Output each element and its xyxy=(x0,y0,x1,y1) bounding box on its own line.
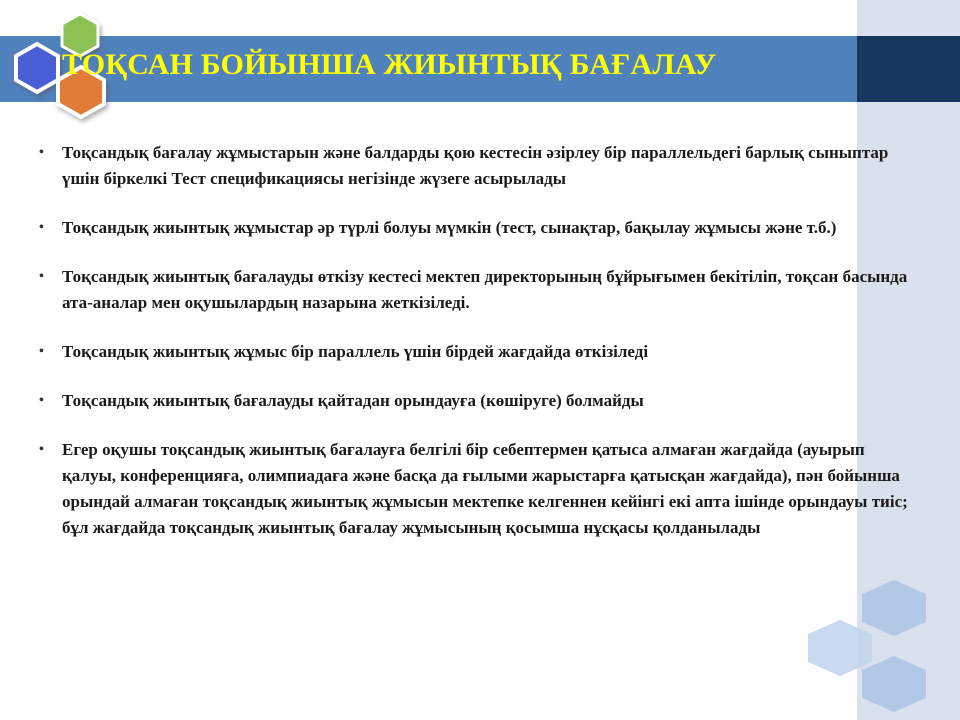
title-bar-accent xyxy=(857,36,960,102)
list-item xyxy=(38,437,918,541)
bullet-dot: • xyxy=(39,220,44,235)
bullet-text: Тоқсандық жиынтық бағалауды қайтадан орындауға (көшіруге) болмайды xyxy=(62,391,644,410)
bullet-dot: • xyxy=(39,145,44,160)
bullet-text: Тоқсандық жиынтық бағалауды өткізу кестесі мектеп директорының бұйрығымен бекітіліп, тоқсан басында ата-аналар мен оқушылардың назарына жеткізіледі. xyxy=(62,267,908,312)
light-hexagon xyxy=(862,656,926,712)
bullet-dot: • xyxy=(39,344,44,359)
slide-title: ТОҚСАН БОЙЫНША ЖИЫНТЫҚ БАҒАЛАУ xyxy=(62,48,717,81)
bullet-list xyxy=(38,140,918,564)
bullet-dot: • xyxy=(39,269,44,284)
bullet-text: Тоқсандық жиынтық жұмыстар әр түрлі болуы мүмкін (тест, сынақтар, бақылау жұмысы және т.б.) xyxy=(62,218,837,237)
light-hexagon xyxy=(862,580,926,636)
decorative-hexagons-icon xyxy=(790,580,960,720)
bullet-text: Егер оқушы тоқсандық жиынтық бағалауға белгілі бір себептермен қатыса алмаған жағдайда (ауырып қалуы, конференцияға, олимпиадаға және басқа да ғылыми жарыстарға қатысқан жағдайда), пән бойынша орындай алмаған тоқсандық жиынтық жұмысын мектепке келгеннен кейінгі екі апта ішінде орындауы тиіс; бұл жағдайда тоқсандық жиынтық бағалау жұмысының қосымша нұсқасы қолданылады xyxy=(62,440,908,537)
list-item xyxy=(38,264,918,316)
list-item xyxy=(38,215,918,241)
list-item xyxy=(38,339,918,365)
light-hexagon xyxy=(808,620,872,676)
bullet-dot: • xyxy=(39,393,44,408)
bullet-text: Тоқсандық бағалау жұмыстарын және балдарды қою кестесін әзірлеу бір параллельдегі барлық сыныптар үшін біркелкі Тест спецификациясы негізінде жүзеге асырылады xyxy=(62,143,889,188)
bullet-dot: • xyxy=(39,442,44,457)
list-item xyxy=(38,388,918,414)
bullet-text: Тоқсандық жиынтық жұмыс бір параллель үшін бірдей жағдайда өткізіледі xyxy=(62,342,649,361)
blue-hexagon xyxy=(16,44,58,92)
list-item xyxy=(38,140,918,192)
